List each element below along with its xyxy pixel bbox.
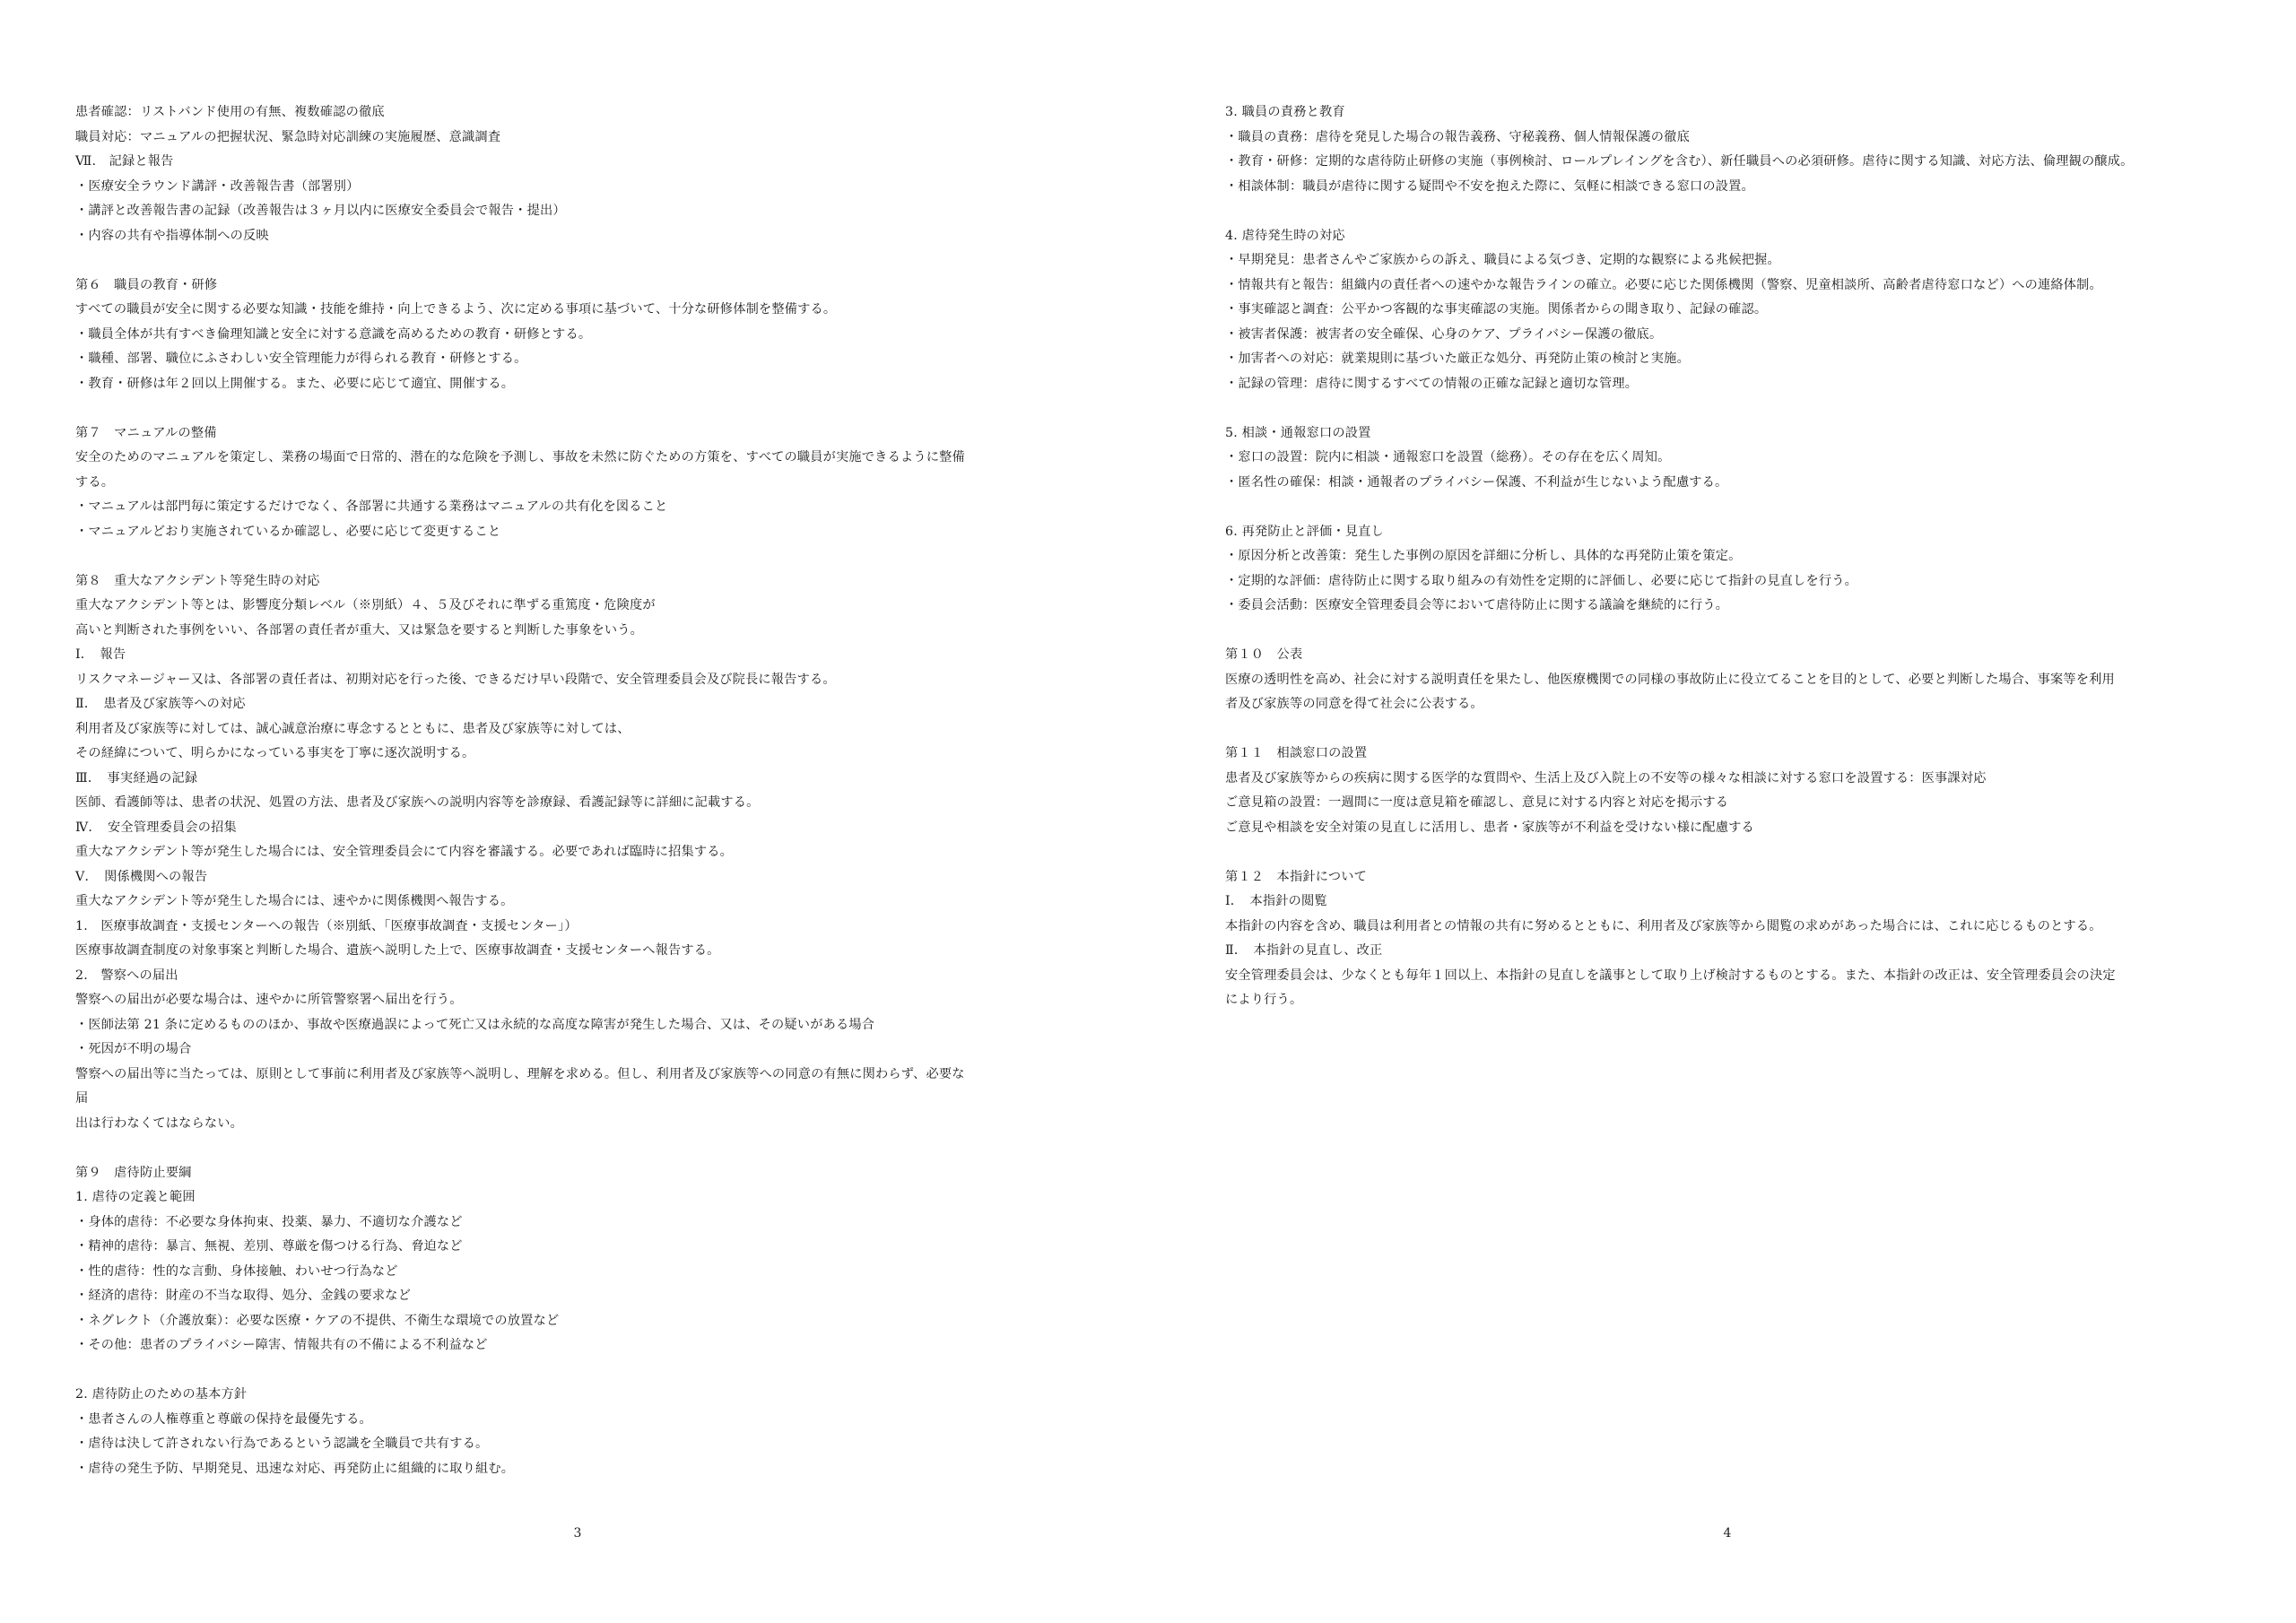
blank-line	[1225, 619, 2239, 644]
section-heading: 4. 虐待発生時の対応	[1225, 228, 1345, 243]
text-line: ・マニュアルどおり実施されているか確認し、必要に応じて変更すること	[75, 524, 501, 539]
text-line: 高いと判断された事例をいい、各部署の責任者が重大、又は緊急を要すると判断した事象をいう。	[75, 622, 644, 638]
section-heading: 2. 警察への届出	[75, 968, 178, 983]
text-line: する。	[75, 474, 115, 490]
text-line: ・事実確認と調査：公平かつ客観的な事実確認の実施。関係者からの聞き取り、記録の確認。	[1225, 302, 1768, 317]
section-heading: 6. 再発防止と評価・見直し	[1225, 524, 1384, 539]
section-heading: 第７ マニュアルの整備	[75, 425, 217, 440]
text-line: ・患者さんの人権尊重と尊厳の保持を最優先する。	[75, 1411, 372, 1427]
text-line: ・身体的虐待：不必要な身体拘束、投薬、暴力、不適切な介護など	[75, 1214, 463, 1229]
text-line: ・経済的虐待：財産の不当な取得、処分、金銭の要求など	[75, 1289, 412, 1303]
blank-line	[1225, 840, 2239, 865]
blank-line	[1225, 717, 2239, 742]
text-line: ・内容の共有や指導体制への反映	[75, 228, 269, 243]
text-line: ・ネグレクト（介護放棄）：必要な医療・ケアの不提供、不衛生な環境での放置など	[75, 1313, 560, 1328]
blank-line	[75, 1136, 1089, 1161]
text-line: 職員対応：マニュアルの把握状況、緊急時対応訓練の実施履歴、意識調査	[75, 129, 501, 144]
text-line: ご意見箱の設置：一週間に一度は意見箱を確認し、意見に対する内容と対応を掲示する	[1225, 795, 1729, 810]
section-heading: 2. 虐待防止のための基本方針	[75, 1387, 248, 1402]
text-line: ・職員の責務：虐待を発見した場合の報告義務、守秘義務、個人情報保護の徹底	[1225, 129, 1690, 144]
page-3-text-column	[75, 100, 1089, 1481]
text-line: ・教育・研修は年２回以上開催する。また、必要に応じて適宜、開催する。	[75, 376, 515, 391]
text-line: ・職種、部署、職位にふさわしい安全管理能力が得られる教育・研修とする。	[75, 352, 527, 366]
blank-line	[1225, 199, 2239, 224]
text-line: ・医療安全ラウンド講評・改善報告書（部署別）	[75, 178, 360, 194]
text-line: ・早期発見：患者さんやご家族からの訴え、職員による気づき、定期的な観察による兆候把握。	[1225, 253, 1780, 267]
text-line: 安全のためのマニュアルを策定し、業務の場面で日常的、潜在的な危険を予測し、事故を未然に防ぐための方策を、すべての職員が実施できるように整備	[75, 450, 965, 464]
text-line: 利用者及び家族等に対しては、誠心誠意治療に専念するとともに、患者及び家族等に対しては、	[75, 721, 631, 736]
text-line: ・教育・研修：定期的な虐待防止研修の実施（事例検討、ロールプレイングを含む）、新任職員への必須研修。虐待に関する知識、対応方法、倫理観の醸成。	[1225, 154, 2134, 169]
text-line: 警察への届出等に当たっては、原則として事前に利用者及び家族等へ説明し、理解を求める。但し、利用者及び家族等への同意の有無に関わらず、必要な	[75, 1066, 965, 1081]
text-line: Ⅰ． 本指針の閲覧	[1225, 894, 1327, 908]
text-line: 安全管理委員会は、少なくとも毎年１回以上、本指針の見直しを議事として取り上げ検討するものとする。また、本指針の改正は、安全管理委員会の決定	[1225, 968, 2116, 983]
page-4-text-column	[1225, 100, 2239, 1013]
text-line: ・その他：患者のプライバシー障害、情報共有の不備による不利益など	[75, 1338, 488, 1352]
text-line: ・加害者への対応：就業規則に基づいた厳正な処分、再発防止策の検討と実施。	[1225, 352, 1690, 366]
text-line: ・精神的虐待：暴言、無視、差別、尊厳を傷つける行為、脅迫など	[75, 1239, 463, 1254]
text-line: 届	[75, 1091, 89, 1106]
page-number: 4	[1723, 1526, 1732, 1541]
blank-line	[75, 1358, 1089, 1384]
blank-line	[75, 248, 1089, 273]
text-line: 重大なアクシデント等が発生した場合には、安全管理委員会にて内容を審議する。必要であれば臨時に招集する。	[75, 845, 734, 859]
blank-line	[1225, 396, 2239, 421]
text-line: ・定期的な評価：虐待防止に関する取り組みの有効性を定期的に評価し、必要に応じて指針の見直しを行う。	[1225, 573, 1857, 588]
text-line: ・医師法第 21 条に定めるもののほか、事故や医療過誤によって死亡又は永続的な高度な障害が発生した場合、又は、その疑いがある場合	[75, 1017, 875, 1032]
text-line: ・虐待は決して許されない行為であるという認識を全職員で共有する。	[75, 1436, 489, 1451]
blank-line	[1225, 495, 2239, 520]
section-heading: 1. 虐待の定義と範囲	[75, 1190, 196, 1204]
text-line: すべての職員が安全に関する必要な知識・技能を維持・向上できるよう、次に定める事項に基づいて、十分な研修体制を整備する。	[75, 302, 837, 317]
page-4	[1148, 0, 2296, 1623]
section-heading: 第６ 職員の教育・研修	[75, 277, 218, 292]
section-heading: 3. 職員の責務と教育	[1225, 105, 1345, 119]
text-line: により行う。	[1225, 993, 1303, 1007]
section-heading: 第１０ 公表	[1225, 647, 1303, 662]
section-heading: 第１１ 相談窓口の設置	[1225, 746, 1368, 760]
page-number: 3	[573, 1526, 582, 1541]
text-line: その経緯について、明らかになっている事実を丁寧に逐次説明する。	[75, 746, 475, 760]
text-line: ・記録の管理：虐待に関するすべての情報の正確な記録と適切な管理。	[1225, 376, 1639, 391]
text-line: ご意見や相談を安全対策の見直しに活用し、患者・家族等が不利益を受けない様に配慮する	[1225, 820, 1754, 835]
text-line: Ⅱ． 患者及び家族等への対応	[75, 697, 246, 711]
text-line: ・情報共有と報告：組織内の責任者への速やかな報告ラインの確立。必要に応じた関係機関（警察、児童相談所、高齢者虐待窓口など）への連絡体制。	[1225, 277, 2102, 292]
section-heading: 第１２ 本指針について	[1225, 869, 1367, 884]
text-line: 出は行わなくてはならない。	[75, 1115, 244, 1131]
text-line: 医療事故調査制度の対象事案と判断した場合、遺族へ説明した上で、医療事故調査・支援センターへ報告する。	[75, 943, 720, 958]
text-line: ・原因分析と改善策：発生した事例の原因を詳細に分析し、具体的な再発防止策を策定。	[1225, 549, 1742, 563]
text-line: Ⅲ． 事実経過の記録	[75, 770, 198, 785]
text-line: 重大なアクシデント等とは、影響度分類レベル（※別紙）４、５及びそれに準ずる重篤度・危険度が	[75, 598, 656, 612]
text-line: 医療の透明性を高め、社会に対する説明責任を果たし、他医療機関での同様の事故防止に役立てることを目的として、必要と判断した場合、事案等を利用	[1225, 672, 2115, 687]
text-line: ・窓口の設置：院内に相談・通報窓口を設置（総務）。その存在を広く周知。	[1225, 450, 1671, 464]
text-line: 重大なアクシデント等が発生した場合には、速やかに関係機関へ報告する。	[75, 894, 514, 908]
text-line: ・講評と改善報告書の記録（改善報告は３ヶ月以内に医療安全委員会で報告・提出）	[75, 204, 566, 218]
text-line: ・虐待の発生予防、早期発見、迅速な対応、再発防止に組織的に取り組む。	[75, 1461, 515, 1476]
text-line: Ⅱ． 本指針の見直し、改正	[1225, 943, 1383, 958]
text-line: ・被害者保護：被害者の安全確保、心身のケア、プライバシー保護の徹底。	[1225, 326, 1663, 342]
text-line: 患者及び家族等からの疾病に関する医学的な質問や、生活上及び入院上の不安等の様々な相談に対する窓口を設置する：医事課対応	[1225, 770, 1987, 785]
section-heading: 1. 医療事故調査・支援センターへの報告（※別紙、「医療事故調査・支援センター」）	[75, 918, 578, 933]
text-line: ・死因が不明の場合	[75, 1042, 192, 1056]
text-line: Ⅴ． 関係機関への報告	[75, 869, 208, 884]
text-line: ・匿名性の確保：相談・通報者のプライバシー保護、不利益が生じないよう配慮する。	[1225, 474, 1728, 490]
text-line: リスクマネージャー又は、各部署の責任者は、初期対応を行った後、できるだけ早い段階で、安全管理委員会及び院長に報告する。	[75, 672, 836, 687]
section-heading: 5. 相談・通報窓口の設置	[1225, 425, 1371, 440]
text-line: ・職員全体が共有すべき倫理知識と安全に対する意識を高めるための教育・研修とする。	[75, 326, 592, 342]
text-line: Ⅳ． 安全管理委員会の招集	[75, 820, 237, 835]
section-heading: 第９ 虐待防止要綱	[75, 1165, 192, 1180]
text-line: Ⅰ． 報告	[75, 647, 126, 662]
section-heading: 第８ 重大なアクシデント等発生時の対応	[75, 573, 320, 588]
blank-line	[75, 544, 1089, 569]
text-line: 者及び家族等の同意を得て社会に公表する。	[1225, 697, 1483, 711]
text-line: ・委員会活動：医療安全管理委員会等において虐待防止に関する議論を継続的に行う。	[1225, 598, 1729, 612]
text-line: Ⅶ. 記録と報告	[75, 154, 174, 169]
text-line: 本指針の内容を含め、職員は利用者との情報の共有に努めるとともに、利用者及び家族等から閲覧の求めがあった場合には、これに応じるものとする。	[1225, 918, 2102, 933]
text-line: 医師、看護師等は、患者の状況、処置の方法、患者及び家族への説明内容等を診療録、看護記録等に詳細に記載する。	[75, 795, 760, 810]
text-line: 警察への届出が必要な場合は、速やかに所管警察署へ届出を行う。	[75, 993, 463, 1007]
text-line: ・マニュアルは部門毎に策定するだけでなく、各部署に共通する業務はマニュアルの共有化を図ること	[75, 499, 668, 514]
text-line: 患者確認：リストバンド使用の有無、複数確認の徹底	[75, 105, 385, 119]
blank-line	[75, 396, 1089, 421]
text-line: ・相談体制：職員が虐待に関する疑問や不安を抱えた際に、気軽に相談できる窓口の設置。	[1225, 178, 1754, 194]
text-line: ・性的虐待：性的な言動、身体接触、わいせつ行為など	[75, 1263, 398, 1279]
